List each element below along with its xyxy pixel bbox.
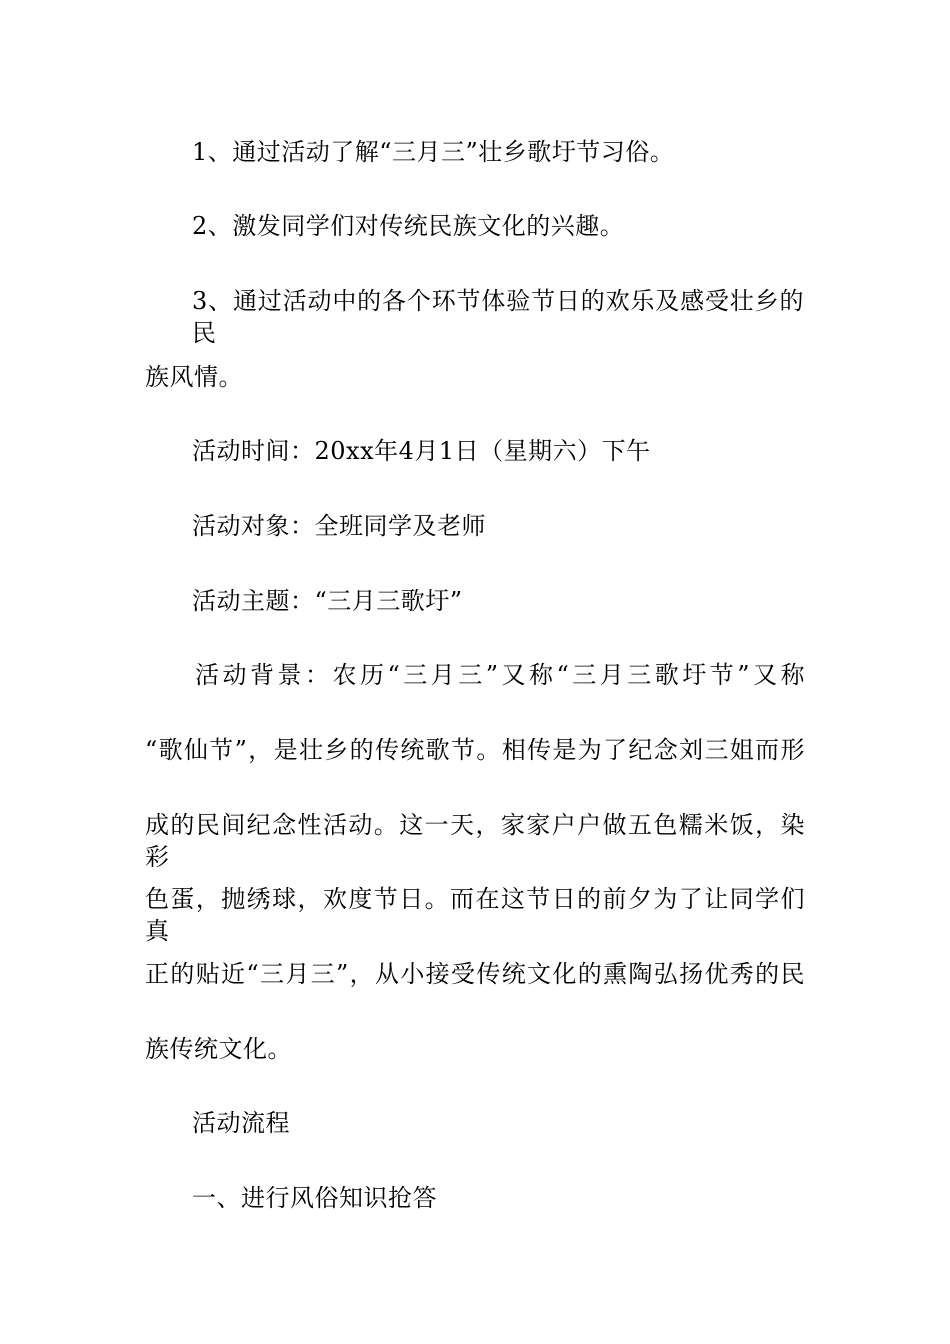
- background-line-5: 正的贴近“三月三”，从小接受传统文化的熏陶弘扬优秀的民: [145, 960, 805, 988]
- objective-3-line-1: 3、通过活动中的各个环节体验节日的欢乐及感受壮乡的民: [192, 287, 804, 347]
- background-line-2: “歌仙节”，是壮乡的传统歌节。相传是为了纪念刘三姐而形: [145, 736, 805, 764]
- process-heading: 活动流程: [192, 1109, 290, 1137]
- background-line-1: 活动背景：农历“三月三”又称“三月三歌圩节”又称: [195, 661, 805, 689]
- background-line-6: 族传统文化。: [145, 1035, 292, 1063]
- activity-theme: 活动主题：“三月三歌圩”: [192, 587, 463, 615]
- process-step-1: 一、进行风俗知识抢答: [192, 1184, 437, 1212]
- objective-3-line-2: 族风情。: [145, 363, 243, 391]
- objective-2: 2、激发同学们对传统民族文化的兴趣。: [192, 212, 625, 240]
- background-line-4: 色蛋，抛绣球，欢度节日。而在这节日的前夕为了让同学们真: [145, 885, 805, 945]
- activity-audience: 活动对象：全班同学及老师: [192, 512, 486, 540]
- activity-time: 活动时间：20xx年4月1日（星期六）下午: [192, 437, 651, 465]
- background-line-3: 成的民间纪念性活动。这一天，家家户户做五色糯米饭，染彩: [145, 811, 805, 871]
- objective-1: 1、通过活动了解“三月三”壮乡歌圩节习俗。: [192, 138, 675, 166]
